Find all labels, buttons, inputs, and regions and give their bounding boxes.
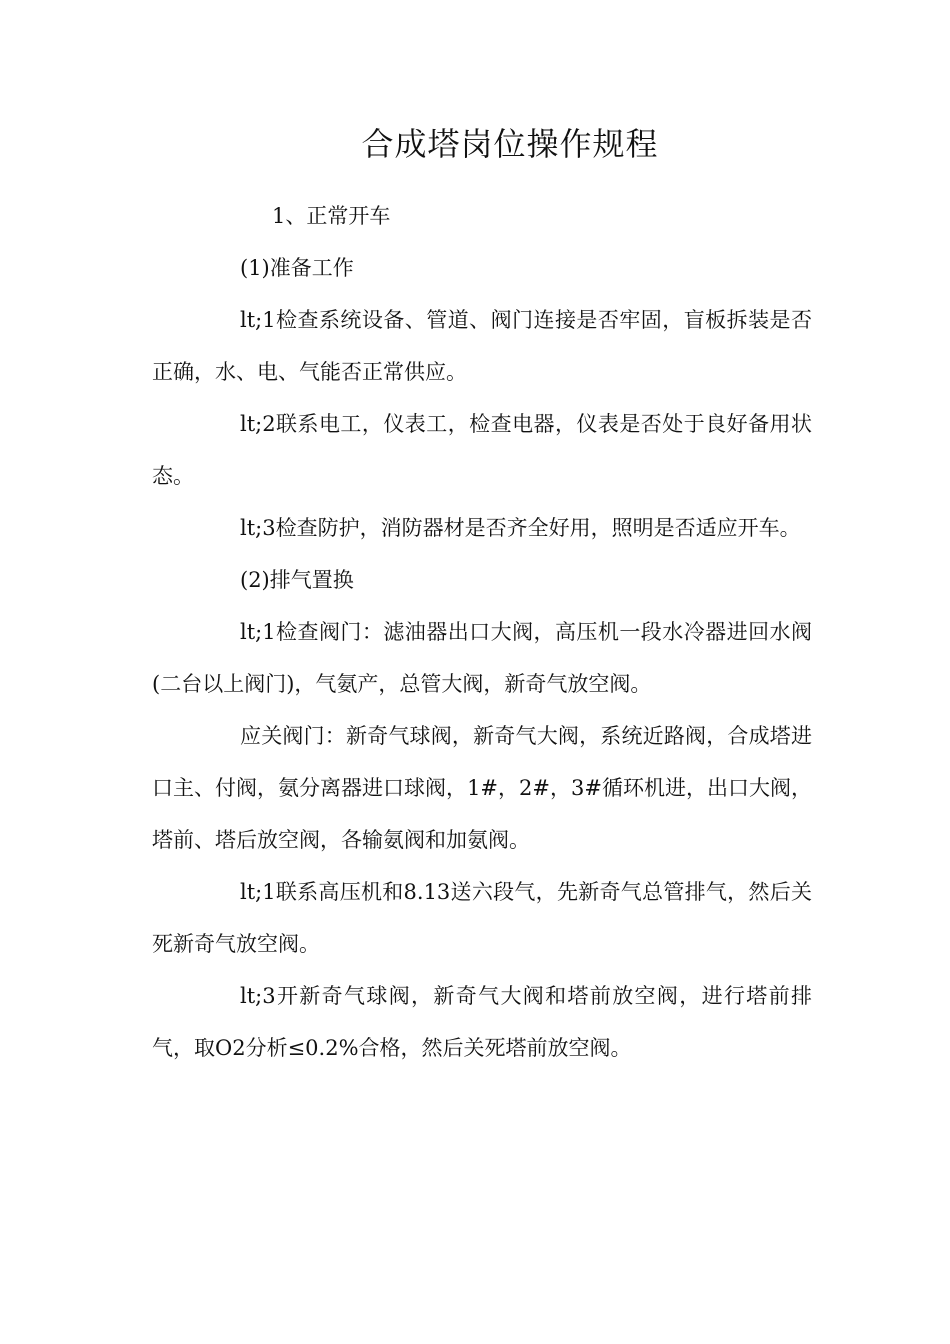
section-heading: 1、正常开车 [272, 204, 391, 228]
subsection-heading: (2)排气置换 [240, 568, 354, 592]
page-title: 合成塔岗位操作规程 [361, 125, 659, 163]
document-body [152, 190, 812, 1074]
paragraph: lt;1联系高压机和8.13送六段气，先新奇气总管排气，然后关死新奇气放空阀。 [152, 880, 812, 956]
paragraph: lt;1检查阀门：滤油器出口大阀，高压机一段水冷器进回水阀(二台以上阀门)，气氨产，总管大阀，新奇气放空阀。 [152, 620, 812, 696]
paragraph: lt;3开新奇气球阀，新奇气大阀和塔前放空阀，进行塔前排气，取O2分析≤0.2%合格，然后关死塔前放空阀。 [152, 984, 812, 1060]
paragraph: lt;1检查系统设备、管道、阀门连接是否牢固，盲板拆装是否正确，水、电、气能否正常供应。 [152, 308, 812, 384]
subsection-heading: (1)准备工作 [240, 256, 354, 280]
paragraph: lt;3检查防护，消防器材是否齐全好用，照明是否适应开车。 [240, 516, 801, 540]
paragraph: 应关阀门：新奇气球阀，新奇气大阀，系统近路阀，合成塔进口主、付阀，氨分离器进口球阀，1#，2#，3#循环机进，出口大阀，塔前、塔后放空阀，各输氨阀和加氨阀。 [152, 724, 812, 852]
paragraph: lt;2联系电工，仪表工，检查电器，仪表是否处于良好备用状态。 [152, 412, 812, 488]
